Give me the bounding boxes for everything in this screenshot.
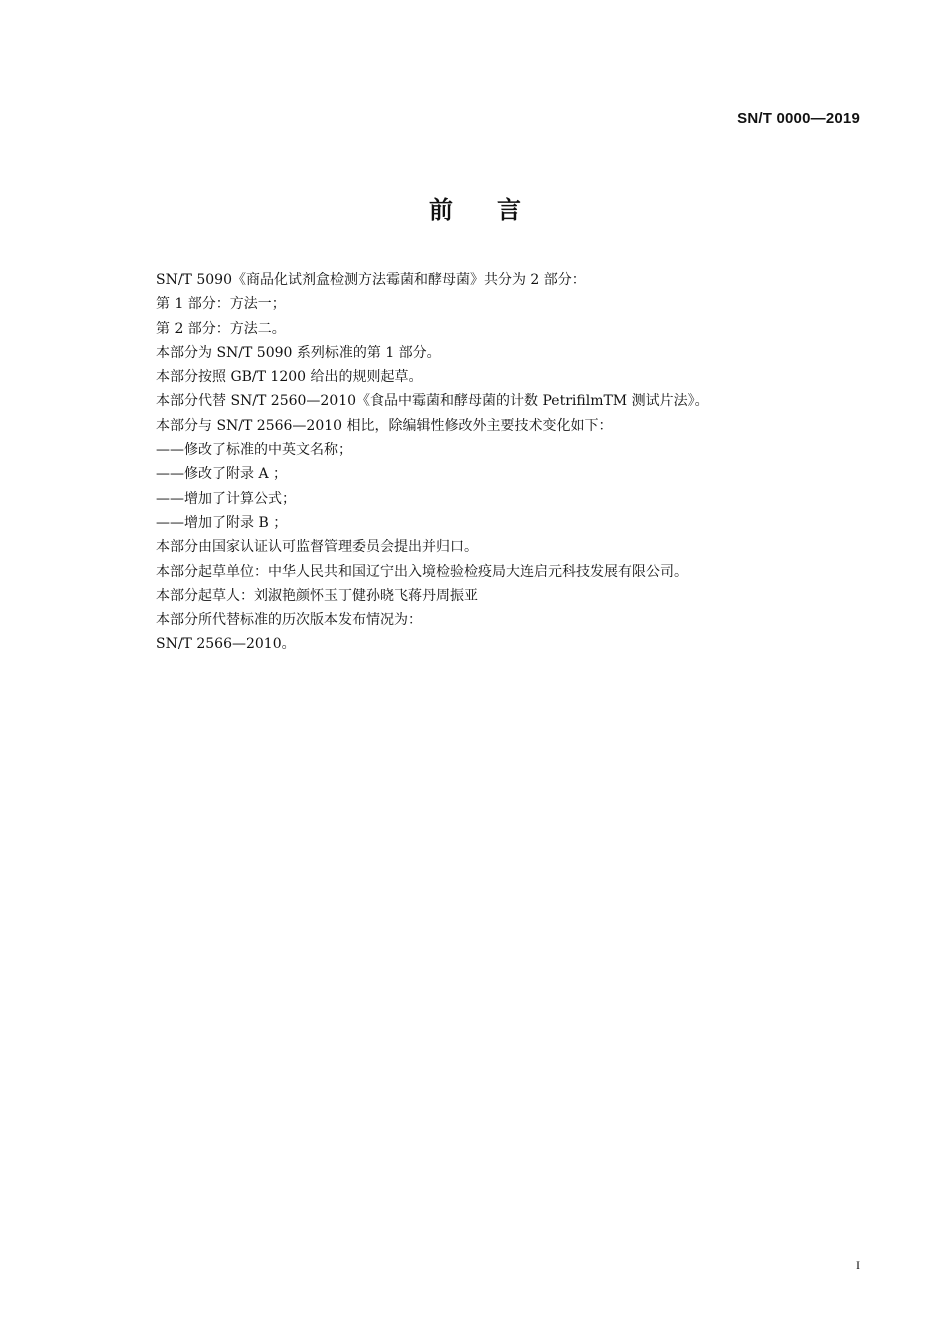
paragraph: 本部分起草单位：中华人民共和国辽宁出入境检验检疫局大连启元科技发展有限公司。 [156,563,688,580]
change-list-item: ——修改了附录 A ； [156,466,288,483]
change-list-item: ——增加了附录 B ； [156,514,288,531]
paragraph: SN/T 5090《商品化试剂盒检测方法霉菌和酵母菌》共分为 2 部分： [156,272,586,288]
paragraph: 第 1 部分：方法一； [156,296,286,313]
paragraph: 本部分与 SN/T 2566—2010 相比，除编辑性修改外主要技术变化如下： [156,417,613,434]
foreword-body [156,268,856,657]
change-list-item: ——增加了计算公式； [156,490,296,507]
page-number: I [856,1258,860,1272]
paragraph: 本部分由国家认证认可监督管理委员会提出并归口。 [156,539,478,556]
paragraph: 本部分为 SN/T 5090 系列标准的第 1 部分。 [156,344,441,361]
paragraph: 本部分所代替标准的历次版本发布情况为： [156,612,422,629]
page-title: 前言 [429,196,565,224]
paragraph: 本部分代替 SN/T 2560—2010《食品中霉菌和酵母菌的计数 PetrifilmTM 测试片法》。 [156,393,709,410]
standard-number: SN/T 0000—2019 [737,110,860,127]
paragraph: 本部分起草人：刘淑艳颜怀玉丁健孙晓飞蒋丹周振亚 [156,587,478,604]
paragraph: 本部分按照 GB/T 1200 给出的规则起草。 [156,369,423,386]
paragraph: 第 2 部分：方法二。 [156,320,286,337]
change-list-item: ——修改了标准的中英文名称； [156,442,352,459]
paragraph: SN/T 2566—2010。 [156,636,296,653]
